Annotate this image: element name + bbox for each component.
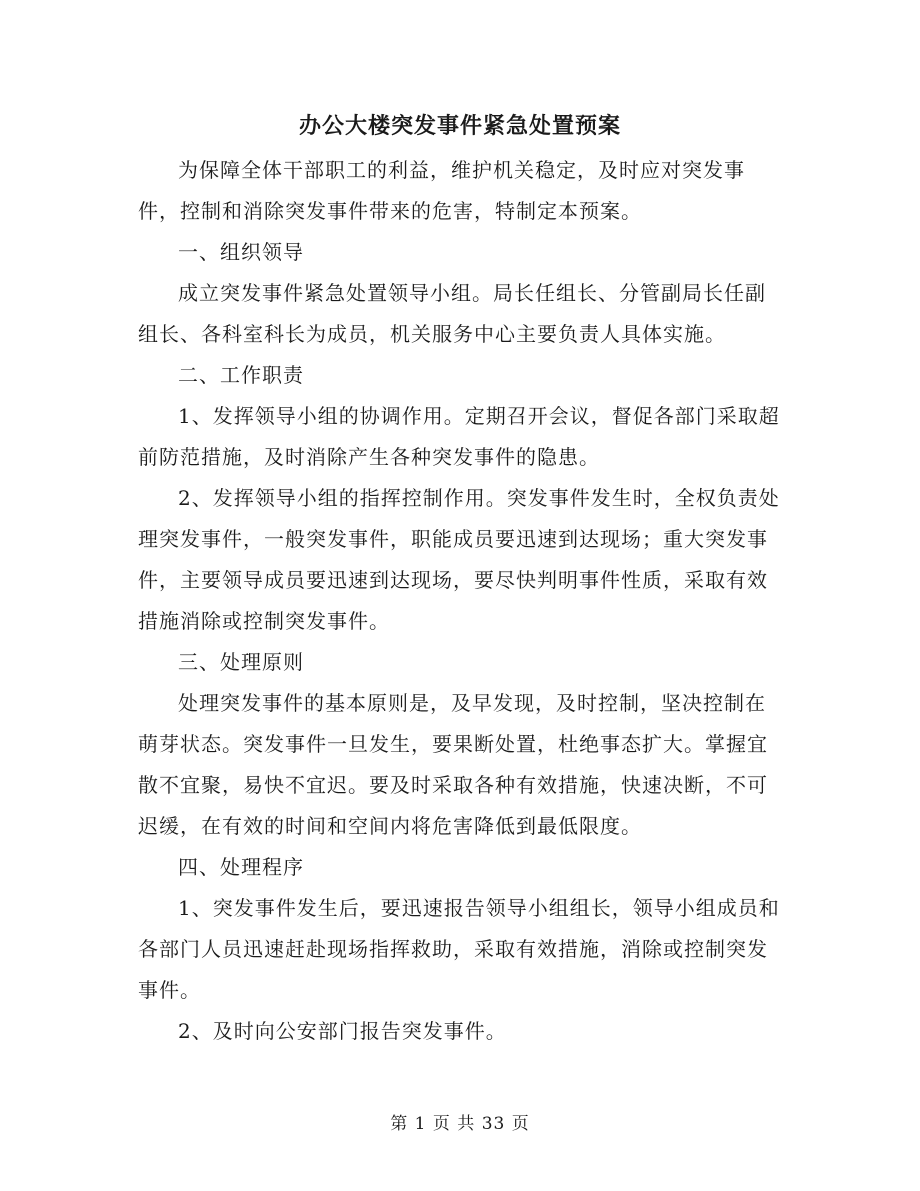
section-heading-principles: 三、处理原则	[178, 650, 304, 674]
paragraph-procedure-1: 1、突发事件发生后，要迅速报告领导小组组长，领导小组成员和各部门人员迅速赶赴现场指挥救助，采取有效措施，消除或控制突发事件。	[138, 896, 780, 1002]
paragraph-duty-1: 1、发挥领导小组的协调作用。定期召开会议，督促各部门采取超前防范措施，及时消除产生各种突发事件的隐患。	[138, 404, 780, 469]
section-heading-duties: 二、工作职责	[178, 363, 304, 387]
document-title: 办公大楼突发事件紧急处置预案	[298, 113, 621, 139]
document-body	[138, 150, 784, 1052]
page-number-footer: 第 1 页 共 33 页	[390, 1114, 530, 1134]
section-heading-procedure: 四、处理程序	[178, 855, 304, 879]
paragraph-organization: 成立突发事件紧急处置领导小组。局长任组长、分管副局长任副组长、各科室科长为成员，机关服务中心主要负责人具体实施。	[138, 281, 766, 346]
section-heading-organization: 一、组织领导	[178, 240, 304, 264]
paragraph-duty-2: 2、发挥领导小组的指挥控制作用。突发事件发生时，全权负责处理突发事件，一般突发事件，职能成员要迅速到达现场；重大突发事件，主要领导成员要迅速到达现场，要尽快判明事件性质，采取有效措施消除或控制突发事件。	[138, 486, 780, 633]
paragraph-intro: 为保障全体干部职工的利益，维护机关稳定，及时应对突发事件，控制和消除突发事件带来的危害，特制定本预案。	[138, 158, 745, 223]
paragraph-procedure-2: 2、及时向公安部门报告突发事件。	[178, 1019, 507, 1043]
paragraph-principles: 处理突发事件的基本原则是，及早发现，及时控制，坚决控制在萌芽状态。突发事件一旦发生，要果断处置，杜绝事态扩大。掌握宜散不宜聚，易快不宜迟。要及时采取各种有效措施，快速决断，不可迟缓，在有效的时间和空间内将危害降低到最低限度。	[138, 691, 768, 838]
